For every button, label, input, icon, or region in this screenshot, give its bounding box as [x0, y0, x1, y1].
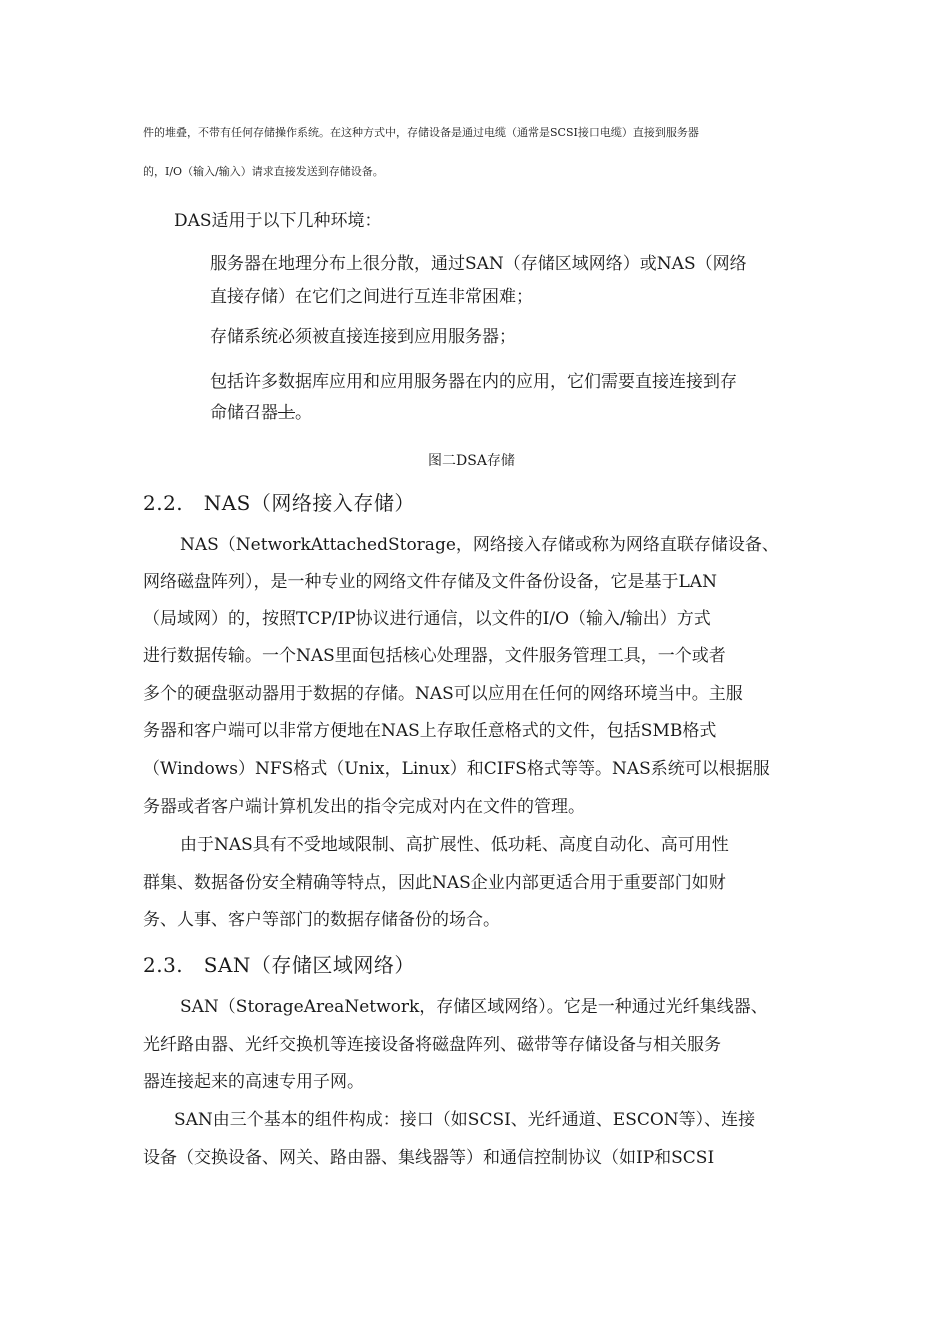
das-env-item-3-text: 命储召器	[210, 403, 278, 423]
nas-p1-line: 多个的硬盘驱动器用于数据的存储。NAS可以应用在任何的网络环境当中。主服	[143, 684, 743, 704]
nas-p1-line: 务器或者客户端计算机发出的指令完成对内在文件的管理。	[143, 797, 585, 817]
san-p2-line: SAN由三个基本的组件构成：接口（如SCSI、光纤通道、ESCON等）、连接	[174, 1110, 756, 1130]
intro-line-1: 件的堆叠，不带有任何存储操作系统。在这种方式中，存储设备是通过电缆（通常是SCSI接口电缆）直接到服务器	[143, 126, 699, 139]
figure-caption: 图二DSA存储	[428, 453, 515, 469]
intro-line-2: 的，I/O（输入/输入）请求直接发送到存储设备。	[143, 165, 384, 178]
nas-p1-line: NAS（NetworkAttachedStorage，网络接入存储或称为网络直联存储设备、	[180, 535, 779, 555]
nas-p2-line: 由于NAS具有不受地域限制、高扩展性、低功耗、高度自动化、高可用性	[180, 835, 729, 855]
das-env-item-3-line-1: 包括许多数据库应用和应用服务器在内的应用，它们需要直接连接到存	[210, 372, 737, 392]
nas-p1-line: （Windows）NFS格式（Unix，Linux）和CIFS格式等等。NAS系统可以根据服	[143, 759, 770, 779]
das-env-item-3-line-2	[210, 398, 312, 423]
das-env-item-1-line-1: 服务器在地理分布上很分散，通过SAN（存储区域网络）或NAS（网络	[210, 254, 747, 274]
san-p2-line: 设备（交换设备、网关、路由器、集线器等）和通信控制协议（如IP和SCSI	[143, 1148, 715, 1168]
section-heading-san: 2.3. SAN（存储区域网络）	[143, 953, 415, 977]
nas-p2-line: 群集、数据备份安全精确等特点，因此NAS企业内部更适合用于重要部门如财	[143, 873, 726, 893]
nas-p1-line: 务器和客户端可以非常方便地在NAS上存取任意格式的文件，包括SMB格式	[143, 721, 717, 741]
nas-p1-line: （局域网）的，按照TCP/IP协议进行通信，以文件的I/O（输入/输出）方式	[143, 609, 711, 629]
san-p1-line: SAN（StorageAreaNetwork，存储区域网络）。它是一种通过光纤集线器、	[180, 997, 768, 1017]
das-env-item-1-line-2: 直接存储）在它们之间进行互连非常困难；	[210, 287, 533, 307]
das-env-item-3-period: 。	[295, 403, 312, 423]
san-p1-line: 光纤路由器、光纤交换机等连接设备将磁盘阵列、磁带等存储设备与相关服务	[143, 1035, 721, 1055]
das-env-lead: DAS适用于以下几种环境：	[174, 211, 382, 231]
section-heading-nas: 2.2. NAS（网络接入存储）	[143, 491, 415, 515]
das-env-item-2: 存储系统必须被直接连接到应用服务器；	[210, 327, 516, 347]
nas-p1-line: 进行数据传输。一个NAS里面包括核心处理器，文件服务管理工具，一个或者	[143, 646, 726, 666]
nas-p2-line: 务、人事、客户等部门的数据存储备份的场合。	[143, 910, 500, 930]
san-p1-line: 器连接起来的高速专用子网。	[143, 1072, 364, 1092]
nas-p1-line: 网络磁盘阵列），是一种专业的网络文件存储及文件备份设备，它是基于LAN	[143, 572, 717, 592]
das-env-item-3-struck: 上	[278, 403, 295, 423]
